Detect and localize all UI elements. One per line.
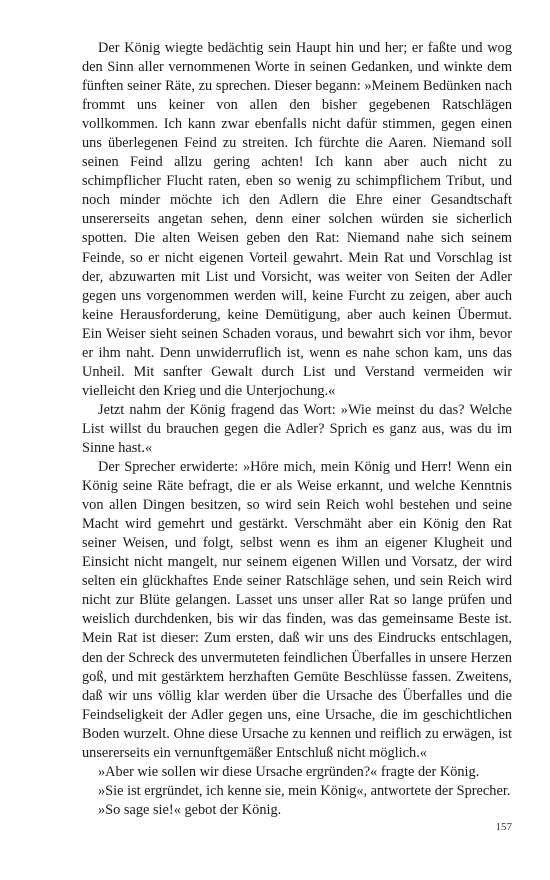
body-text bbox=[82, 39, 512, 820]
paragraph-6: »So sage sie!« gebot der König. bbox=[98, 801, 282, 818]
paragraph-3: Der Sprecher erwiderte: »Höre mich, mein König und Herr! Wenn ein König seine Räte befragt, die er als Weise erkannt, und welche Kenntnis von allen Dingen besitzen, so wird sein Reich wohl bestehen und seine Macht wird gemehrt und gestärkt. Verschmäht aber ein König den Rat seiner Weisen, und folgt, selbst wenn es ihm an eigener Klugheit und Einsicht nicht mangelt, nur seinem eigenen Willen und Vorsatz, der wird selten ein glückhaftes Ende seiner Ratschläge sehen, und sein Reich wird nicht zur Blüte gelangen. Lasset uns unser aller Rat so lange prüfen und weislich durchdenken, bis wir das finden, was das gemeinsame Beste ist. Mein Rat ist dieser: Zum ersten, daß wir uns des Eindrucks entschlagen, den der Schreck des unvermuteten feindlichen Überfalles in unsere Herzen goß, und mit gestärktem herzhaften Gemüte Beschlüsse fassen. Zweitens, daß wir uns völlig klar werden über die Ursache des Überfalles und die Feindseligkeit der Adler gegen uns, eine Ursache, die im geschichtlichen Boden wurzelt. Ohne diese Ursache zu kennen und reiflich zu erwägen, ist unsererseits ein vernunftgemäßer Entschluß nicht möglich.« bbox=[82, 459, 512, 761]
paragraph-1: Der König wiegte bedächtig sein Haupt hin und her; er faßte und wog den Sinn aller vernommenen Worte in seinen Gedanken, und winkte dem fünften seiner Räte, zu sprechen. Dieser begann: »Meinem Bedünken nach frommt uns keiner von allen den bisher gegebenen Ratschlägen vollkommen. Ich kann zwar ebenfalls nicht dafür stimmen, gegen einen uns überlegenen Feind zu streiten. Ich fürchte die Aaren. Niemand soll seinen Feind allzu gering achten! Ich kann aber auch nicht zu schimpflicher Flucht raten, eben so wenig zu schimpflichem Tribut, und noch minder möchte ich den Adlern die Ehre einer Gesandtschaft unsererseits angetan sehen, denn einer solchen würden sie sicherlich spotten. Die alten Weisen geben den Rat: Niemand nahe sich seinem Feinde, so er nicht eigenen Vorteil gewahrt. Mein Rat und Vorschlag ist der, abzuwarten mit List und Vorsicht, was weiter von Seiten der Adler gegen uns vorgenommen werden will, keine Furcht zu zeigen, aber auch keine Herausforderung, keine Demütigung, aber auch keinen Übermut. Ein Weiser sieht seinen Schaden voraus, und bewahrt sich vor ihm, bevor er ihm naht. Denn unwiderruflich ist, wenn es nahe schon kam, uns das Unheil. Mit sanfter Gewalt durch List und Verstand vermeiden wir vielleicht den Krieg und die Unterjochung.« bbox=[82, 40, 512, 399]
paragraph-5: »Sie ist ergründet, ich kenne sie, mein König«, antwortete der Sprecher. bbox=[98, 782, 511, 799]
paragraph-2: Jetzt nahm der König fragend das Wort: »Wie meinst du das? Welche List willst du brauchen gegen die Adler? Sprich es ganz aus, was du im Sinne hast.« bbox=[82, 401, 512, 456]
page-number: 157 bbox=[495, 821, 512, 833]
paragraph-4: »Aber wie sollen wir diese Ursache ergründen?« fragte der König. bbox=[98, 763, 480, 780]
